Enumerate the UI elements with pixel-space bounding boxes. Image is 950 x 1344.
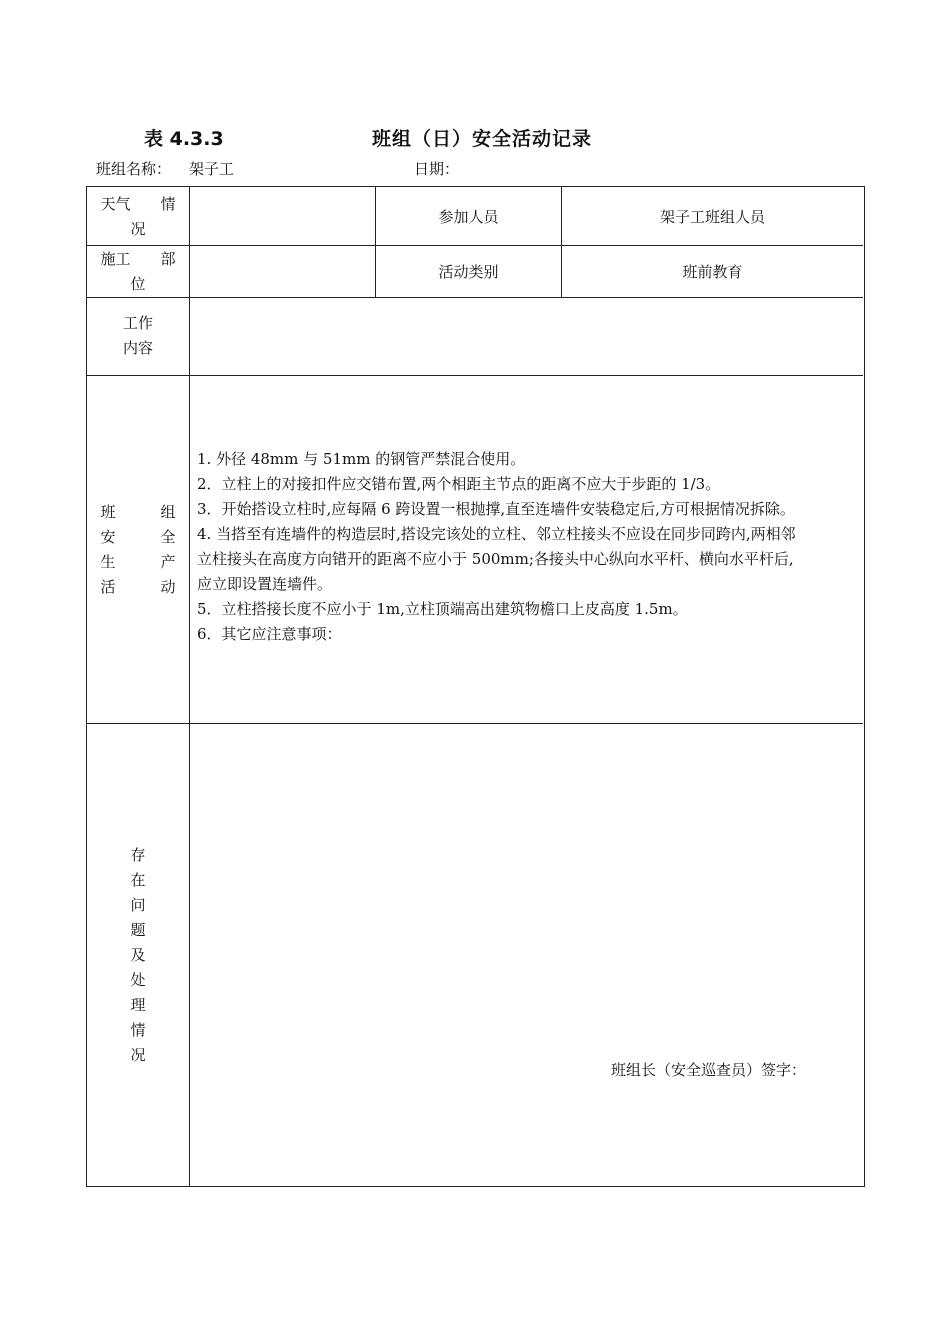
- safety-rules-list: [197, 447, 857, 647]
- rule-item: 5．立柱搭接长度不应小于 1m,立柱顶端高出建筑物檐口上皮高度 1.5m。: [197, 600, 688, 618]
- location-label: 施工 部 位: [100, 250, 176, 293]
- work-content-label: 工作 内容: [122, 314, 153, 357]
- activity-type-value[interactable]: 班前教育: [682, 263, 743, 281]
- rule-item: 应立即设置连墙件。: [197, 575, 333, 593]
- participants-value[interactable]: 架子工班组人员: [659, 208, 765, 226]
- column-divider: [189, 187, 190, 1187]
- safety-activity-label: 班 组 安 全 生 产 活 动: [100, 503, 176, 596]
- weather-label: 天气 情 况: [100, 195, 176, 238]
- row-divider: [87, 245, 863, 246]
- rule-item: 立柱接头在高度方向错开的距离不应小于 500mm;各接头中心纵向水平杆、横向水平杆后,: [197, 550, 794, 568]
- rule-item: 3．开始搭设立柱时,应每隔 6 跨设置一根抛撑,直至连墙件安装稳定后,方可根据情况拆除。: [197, 500, 795, 518]
- row-divider: [87, 723, 863, 724]
- date-field: [414, 158, 459, 179]
- team-name-label: 班组名称：: [96, 160, 172, 178]
- activity-record-table: [86, 186, 865, 1187]
- rule-item: 4. 当搭至有连墙件的构造层时,搭设完该处的立柱、邻立柱接头不应设在同步同跨内,两相邻: [197, 525, 796, 543]
- table-number: 表 4.3.3: [144, 128, 224, 150]
- row-divider: [87, 297, 863, 298]
- document-title: 班组（日）安全活动记录: [372, 128, 593, 150]
- rule-item: 1. 外径 48mm 与 51mm 的钢管严禁混合使用。: [197, 450, 526, 468]
- team-name-field: [96, 158, 234, 179]
- participants-label: 参加人员: [438, 208, 499, 226]
- date-label: 日期：: [414, 160, 460, 178]
- issues-label: 存 在 问 题 及 处 理 情 况: [130, 846, 146, 1064]
- row-divider: [87, 375, 863, 376]
- activity-type-label: 活动类别: [438, 263, 499, 281]
- rule-item: 6．其它应注意事项：: [197, 625, 342, 643]
- signature-label: 班组长（安全巡查员）签字：: [611, 1061, 807, 1079]
- rule-item: 2．立柱上的对接扣件应交错布置,两个相距主节点的距离不应大于步距的 1/3。: [197, 475, 721, 493]
- team-name-value: 架子工: [189, 160, 235, 178]
